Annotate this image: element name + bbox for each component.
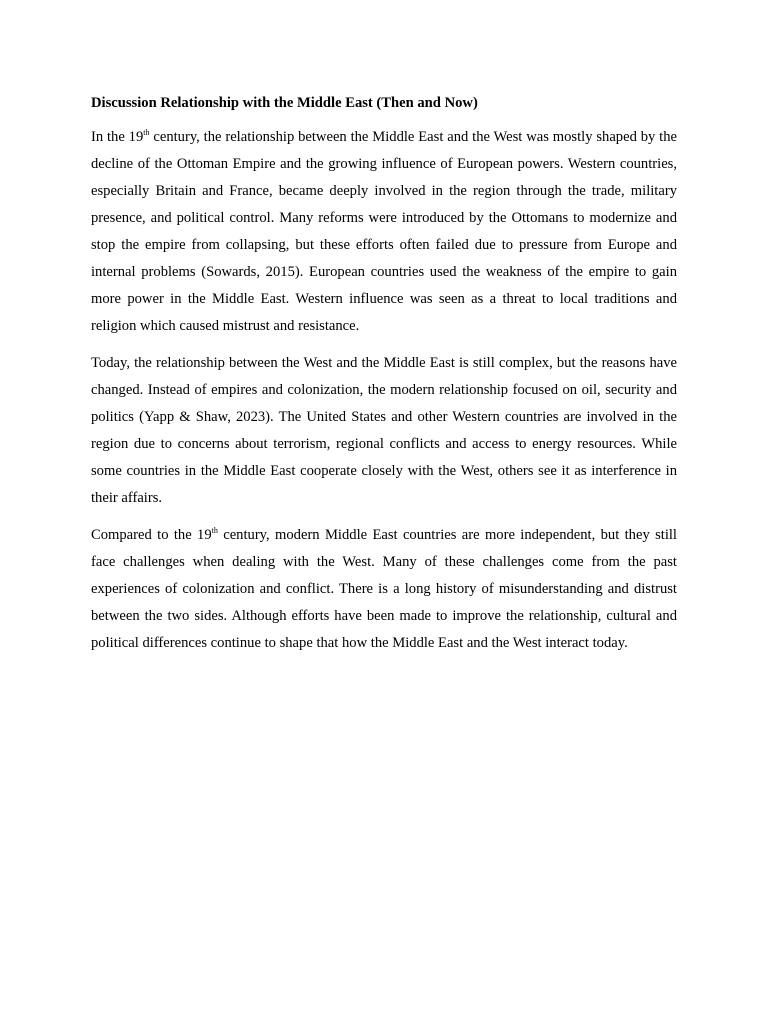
paragraph-text: Compared to the 19 — [91, 527, 212, 543]
document-title: Discussion Relationship with the Middle East (Then and Now) — [91, 95, 478, 111]
paragraph-comparison — [91, 522, 677, 657]
paragraph-text: In the 19 — [91, 129, 144, 145]
paragraph-text: century, the relationship between the Middle East and the West was mostly shaped by the decline of the Ottoman Empire and the growing influence of European powers. Western countries, especially Britain and France, became deeply involved in the region through the trade, military presence, and political control. Many reforms were introduced by the Ottomans to modernize and stop the empire from collapsing, but these efforts often failed due to pressure from Europe and internal problems (Sowards, 2015). European countries used the weakness of the empire to gain more power in the Middle East. Western influence was seen as a threat to local traditions and religion which caused mistrust and resistance. — [91, 129, 677, 334]
paragraph-text: century, modern Middle East countries are more independent, but they still face challenges when dealing with the West. Many of these challenges come from the past experiences of colonization and conflict. There is a long history of misunderstanding and distrust between the two sides. Although efforts have been made to improve the relationship, cultural and political differences continue to shape that how the Middle East and the West interact today. — [91, 527, 677, 651]
ordinal-superscript: th — [211, 526, 218, 535]
paragraph-now — [91, 350, 677, 512]
paragraph-then — [91, 124, 677, 340]
ordinal-superscript: th — [143, 128, 150, 137]
document-body — [91, 92, 677, 667]
paragraph-text: Today, the relationship between the West and the Middle East is still complex, but the reasons have changed. Instead of empires and colonization, the modern relationship focused on oil, security and politics (Yapp & Shaw, 2023). The United States and other Western countries are involved in the region due to concerns about terrorism, regional conflicts and access to energy resources. While some countries in the Middle East cooperate closely with the West, others see it as interference in their affairs. — [91, 355, 677, 506]
